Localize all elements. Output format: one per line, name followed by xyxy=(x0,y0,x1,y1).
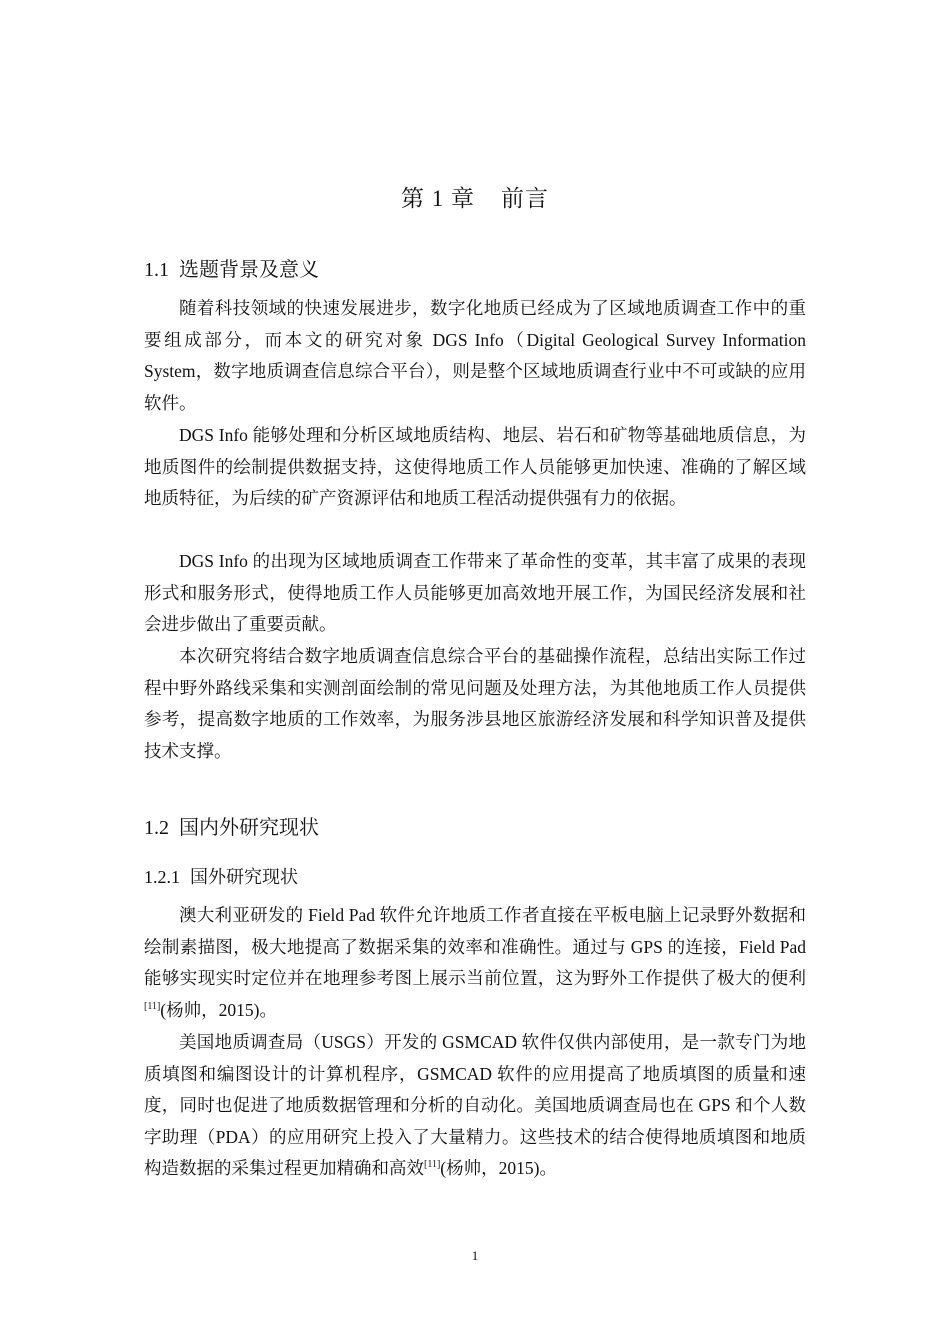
chapter-heading xyxy=(0,180,950,213)
citation-author: (杨帅，2015)。 xyxy=(160,999,277,1020)
section-heading-1-1 xyxy=(144,253,319,282)
paragraph-text: 美国地质调查局（USGS）开发的 GSMCAD 软件仅供内部使用，是一款专门为地质填图和编图设计的计算机程序，GSMCAD 软件的应用提高了地质填图的质量和速度，同时也促进了地质数据管理和分析的自动化。美国地质调查局也在 GPS 和个人数字助理（PDA）的应用研究上投入了大量精力。这些技术的结合使得地质填图和地质构造数据的采集过程更加精确和高效 xyxy=(144,1032,806,1178)
citation-ref: [11] xyxy=(424,1159,441,1170)
paragraph-text: 澳大利亚研发的 Field Pad 软件允许地质工作者直接在平板电脑上记录野外数据和绘制素描图，极大地提高了数据采集的效率和准确性。通过与 GPS 的连接，Field Pad 能够实现实时定位并在地理参考图上展示当前位置，这为野外工作提供了极大的便利 xyxy=(144,905,806,988)
section-heading-1-2 xyxy=(144,811,319,840)
chapter-title: 前言 xyxy=(501,186,549,211)
paragraph: DGS Info 能够处理和分析区域地质结构、地层、岩石和矿物等基础地质信息，为地质图件的绘制提供数据支持，这使得地质工作人员能够更加快速、准确的了解区域地质特征，为后续的矿产资源评估和地质工程活动提供强有力的依据。 xyxy=(144,425,806,508)
section-title: 选题背景及意义 xyxy=(179,257,319,281)
paragraph: 本次研究将结合数字地质调查信息综合平台的基础操作流程，总结出实际工作过程中野外路线采集和实测剖面绘制的常见问题及处理方法，为其他地质工作人员提供参考，提高数字地质的工作效率，为服务涉县地区旅游经济发展和科学知识普及提供技术支撑。 xyxy=(144,646,806,761)
section-title: 国内外研究现状 xyxy=(179,815,319,839)
paragraph: DGS Info 的出现为区域地质调查工作带来了革命性的变革，其丰富了成果的表现形式和服务形式，使得地质工作人员能够更加高效地开展工作，为国民经济发展和社会进步做出了重要贡献。 xyxy=(144,551,806,634)
chapter-number: 第 1 章 xyxy=(401,186,475,211)
section-number: 1.1 xyxy=(144,259,169,281)
page-number: 1 xyxy=(471,1248,479,1263)
subsection-title: 国外研究现状 xyxy=(190,867,298,888)
paragraph xyxy=(144,1027,806,1185)
paragraph: 随着科技领域的快速发展进步，数字化地质已经成为了区域地质调查工作中的重要组成部分，而本文的研究对象 DGS Info（Digital Geological Survey Information System，数字地质调查信息综合平台），则是整个区域地质调查行业中不可或缺的应用软件。 xyxy=(144,298,806,413)
paragraph xyxy=(144,900,806,1026)
subsection-number: 1.2.1 xyxy=(144,867,180,887)
citation-author: (杨帅，2015)。 xyxy=(440,1158,557,1178)
subsection-heading-1-2-1 xyxy=(144,863,298,889)
citation-ref: [11] xyxy=(144,1000,161,1012)
section-number: 1.2 xyxy=(144,817,169,839)
